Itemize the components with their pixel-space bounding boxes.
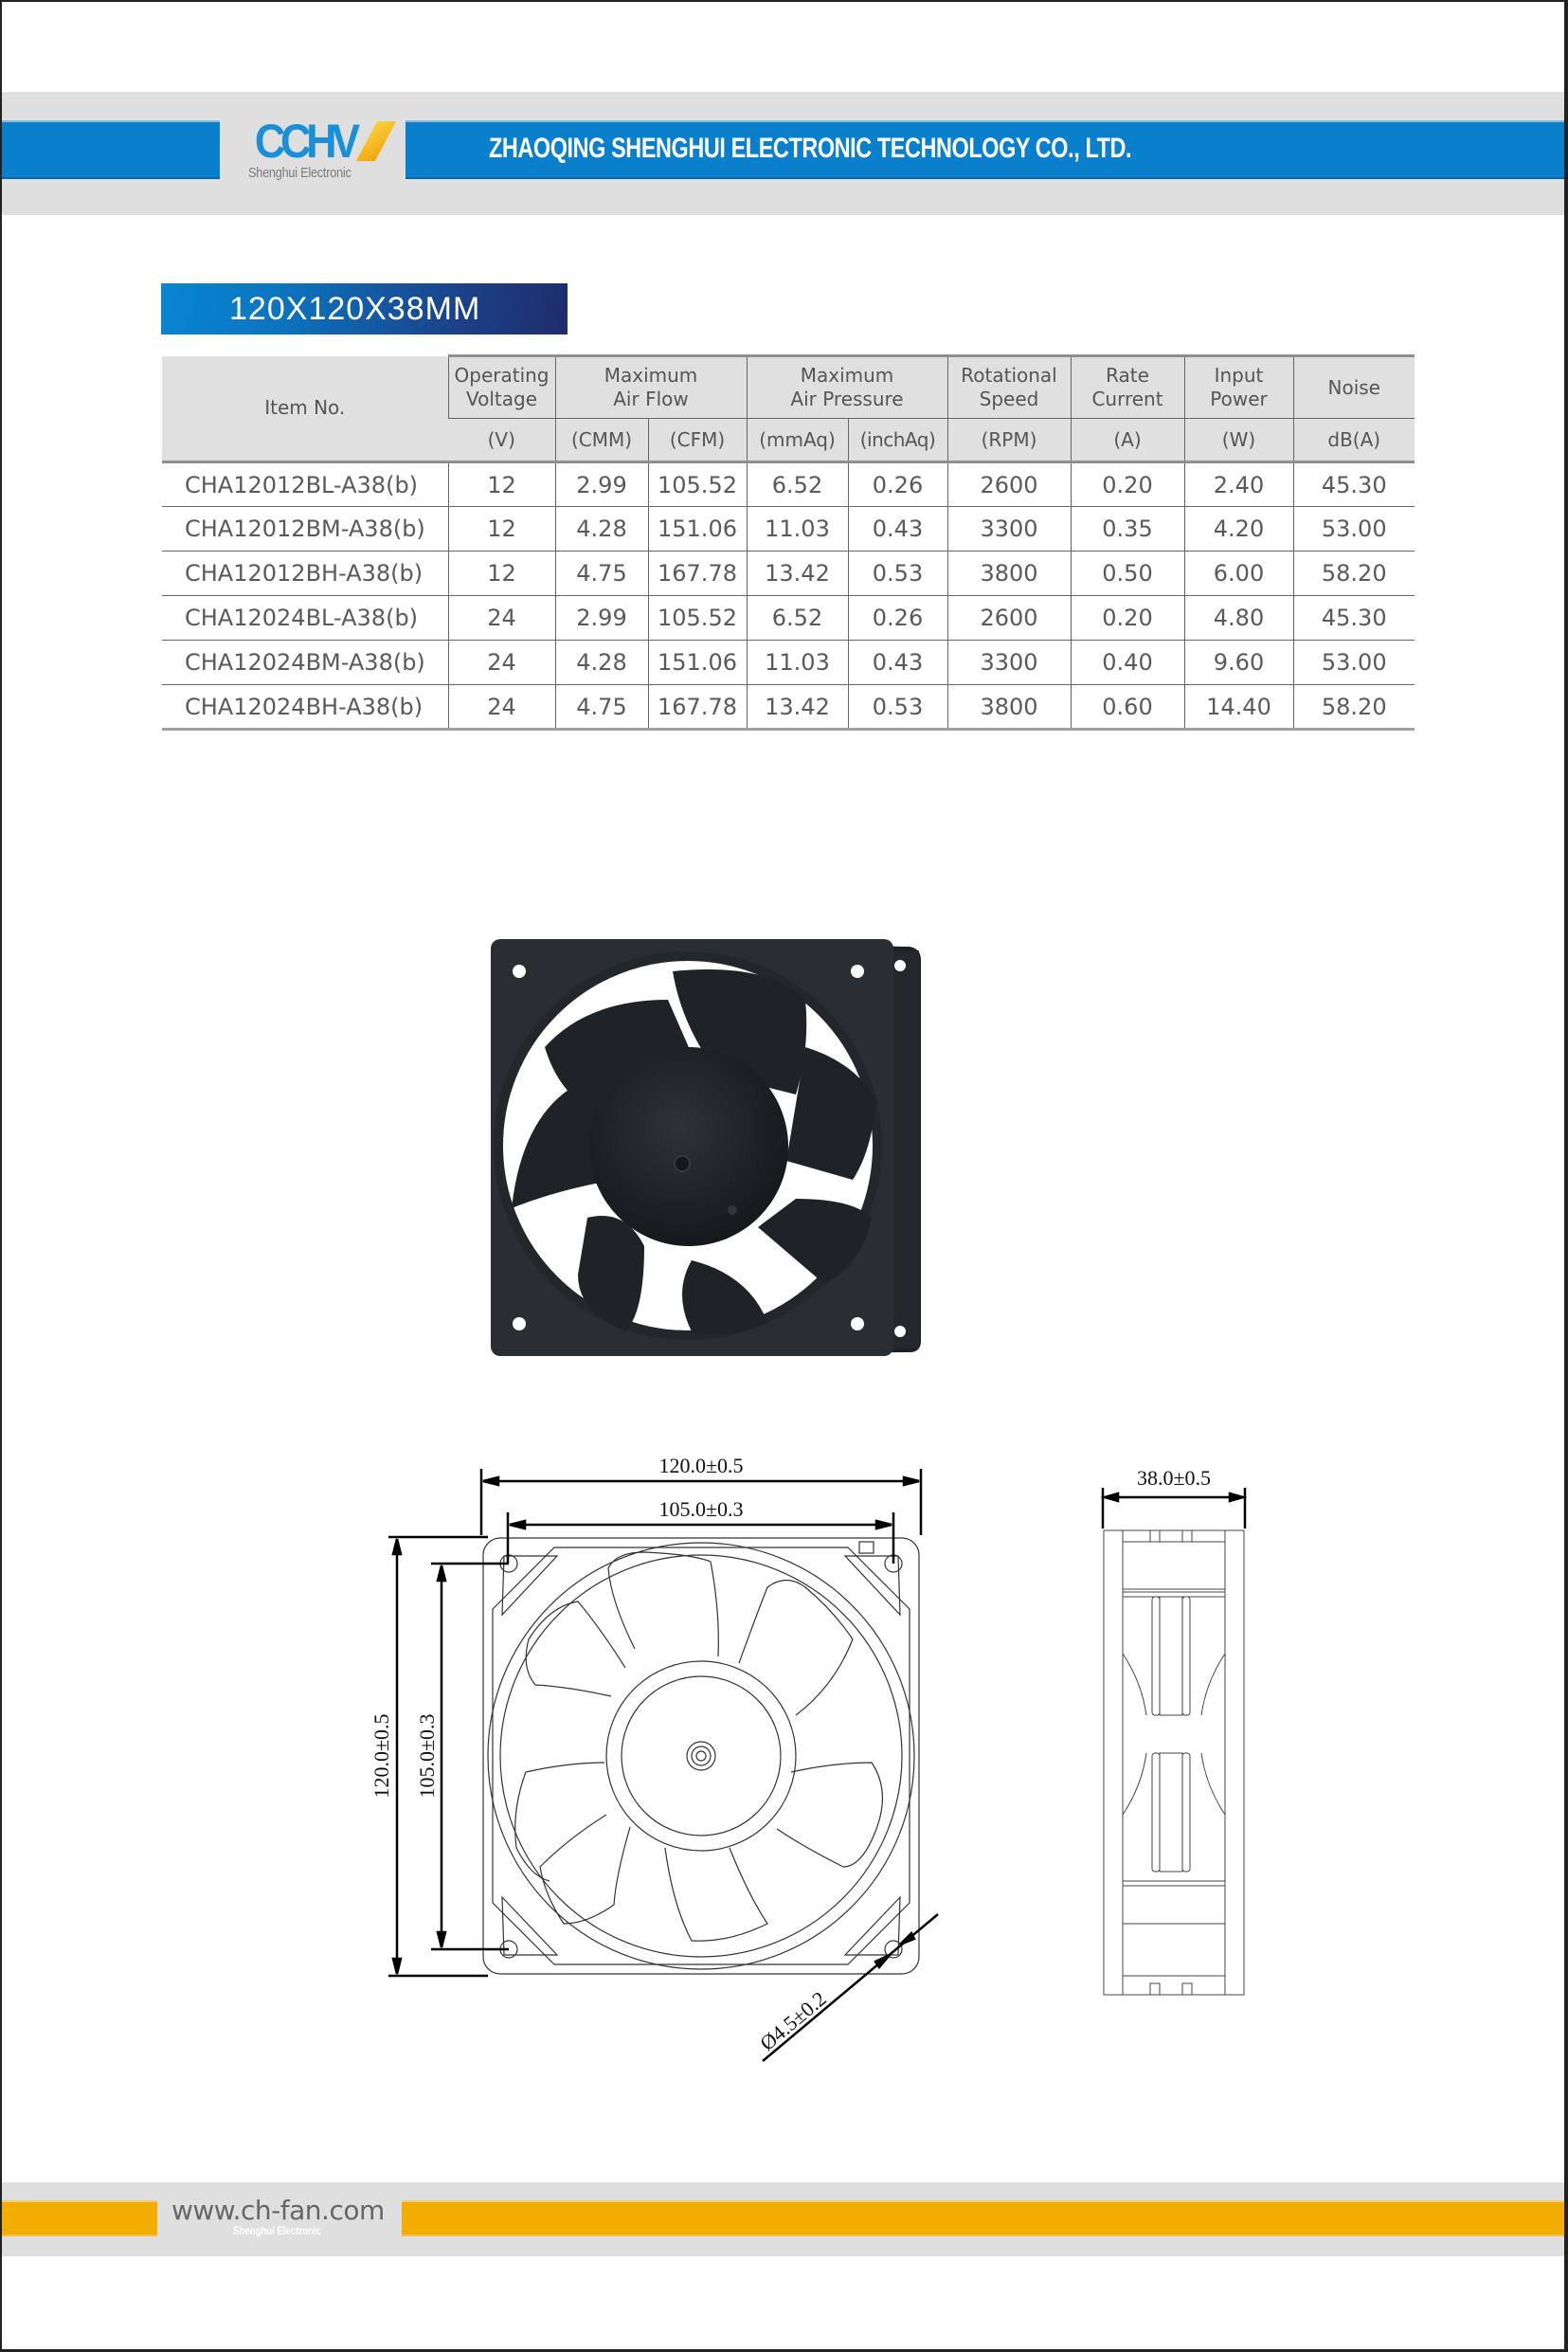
cell-rpm: 2600 (947, 462, 1071, 507)
cell-mmaq: 13.42 (747, 552, 848, 596)
cell-inchaq: 0.43 (848, 641, 947, 685)
unit-rpm: (RPM) (947, 419, 1071, 462)
cell-v: 12 (448, 552, 555, 596)
cell-v: 12 (448, 462, 555, 507)
cell-a: 0.20 (1071, 462, 1184, 507)
cell-db: 58.20 (1293, 685, 1415, 730)
cell-item: CHA12024BM-A38(b) (162, 641, 448, 685)
cell-cfm: 151.06 (648, 507, 747, 552)
dim-depth: 38.0±0.5 (1136, 1466, 1212, 1490)
header-row-titles (162, 356, 1415, 419)
cell-w: 2.40 (1184, 462, 1293, 507)
cell-w: 14.40 (1184, 685, 1293, 730)
size-title-badge (161, 283, 568, 335)
cell-v: 12 (448, 507, 555, 552)
unit-v: (V) (448, 419, 555, 462)
col-header-current: Rate Current (1071, 356, 1184, 419)
cell-inchaq: 0.53 (848, 552, 947, 596)
cell-inchaq: 0.43 (848, 507, 947, 552)
cell-rpm: 3300 (947, 507, 1071, 552)
front-view-drawing (360, 1450, 966, 2085)
cell-inchaq: 0.26 (848, 462, 947, 507)
table-row (162, 462, 1415, 507)
cell-w: 6.00 (1184, 552, 1293, 596)
fan-product-photo (483, 933, 928, 1365)
cell-db: 53.00 (1293, 507, 1415, 552)
side-view-drawing (1090, 1464, 1260, 2004)
cell-rpm: 2600 (947, 596, 1071, 641)
dim-width-outer: 120.0±0.5 (658, 1454, 744, 1477)
cell-inchaq: 0.26 (848, 596, 947, 641)
unit-inchaq: (inchAq) (848, 419, 947, 462)
cell-w: 4.80 (1184, 596, 1293, 641)
cell-item: CHA12024BH-A38(b) (162, 685, 448, 730)
cell-w: 4.20 (1184, 507, 1293, 552)
table-row (162, 641, 1415, 685)
cell-cmm: 2.99 (555, 462, 648, 507)
cell-cmm: 2.99 (555, 596, 648, 641)
footer-subtitle: Shenghui Electronic (233, 2224, 321, 2237)
logo-mark-icon (249, 115, 386, 168)
logo-subtitle: Shenghui Electronic (248, 165, 351, 181)
dim-hole-diameter: Ø4.5±0.2 (755, 1986, 831, 2055)
cell-cmm: 4.28 (555, 641, 648, 685)
cell-cfm: 105.52 (648, 596, 747, 641)
cell-cmm: 4.28 (555, 507, 648, 552)
col-header-voltage: Operating Voltage (448, 356, 555, 419)
cell-item: CHA12012BH-A38(b) (162, 552, 448, 596)
col-header-speed: Rotational Speed (947, 356, 1071, 419)
cell-cfm: 167.78 (648, 552, 747, 596)
cell-mmaq: 6.52 (747, 596, 848, 641)
cell-cmm: 4.75 (555, 552, 648, 596)
cell-rpm: 3800 (947, 685, 1071, 730)
unit-cmm: (CMM) (555, 419, 648, 462)
cell-rpm: 3300 (947, 641, 1071, 685)
cell-a: 0.20 (1071, 596, 1184, 641)
unit-mmaq: (mmAq) (747, 419, 848, 462)
table-row (162, 507, 1415, 552)
table-row (162, 685, 1415, 730)
table-row (162, 552, 1415, 596)
cell-cfm: 151.06 (648, 641, 747, 685)
cell-item: CHA12024BL-A38(b) (162, 596, 448, 641)
cell-inchaq: 0.53 (848, 685, 947, 730)
cell-db: 53.00 (1293, 641, 1415, 685)
cell-cmm: 4.75 (555, 685, 648, 730)
cell-db: 45.30 (1293, 462, 1415, 507)
col-header-airflow: Maximum Air Flow (555, 356, 747, 419)
cell-a: 0.40 (1071, 641, 1184, 685)
cell-a: 0.60 (1071, 685, 1184, 730)
cell-item: CHA12012BM-A38(b) (162, 507, 448, 552)
dim-height-holes: 105.0±0.3 (415, 1713, 439, 1799)
website-link[interactable]: www.ch-fan.com (171, 2195, 385, 2226)
cell-a: 0.35 (1071, 507, 1184, 552)
company-name: ZHAOQING SHENGHUI ELECTRONIC TECHNOLOGY CO., LTD. (489, 133, 1132, 164)
table-row (162, 596, 1415, 641)
dim-height-outer: 120.0±0.5 (369, 1713, 393, 1799)
unit-db: dB(A) (1293, 419, 1415, 462)
logo-text: CCHV (254, 115, 355, 168)
cell-cfm: 167.78 (648, 685, 747, 730)
cell-cfm: 105.52 (648, 462, 747, 507)
cell-mmaq: 11.03 (747, 507, 848, 552)
cell-v: 24 (448, 596, 555, 641)
dim-width-holes: 105.0±0.3 (658, 1497, 744, 1521)
cell-a: 0.50 (1071, 552, 1184, 596)
col-header-item: Item No. (162, 356, 448, 462)
unit-a: (A) (1071, 419, 1184, 462)
cell-db: 58.20 (1293, 552, 1415, 596)
cell-mmaq: 6.52 (747, 462, 848, 507)
cell-rpm: 3800 (947, 552, 1071, 596)
cell-v: 24 (448, 641, 555, 685)
cell-v: 24 (448, 685, 555, 730)
unit-cfm: (CFM) (648, 419, 747, 462)
cell-mmaq: 11.03 (747, 641, 848, 685)
cell-item: CHA12012BL-A38(b) (162, 462, 448, 507)
col-header-noise: Noise (1293, 356, 1415, 419)
size-title: 120X120X38MM (229, 291, 481, 327)
col-header-pressure: Maximum Air Pressure (747, 356, 947, 419)
cell-w: 9.60 (1184, 641, 1293, 685)
unit-w: (W) (1184, 419, 1293, 462)
cell-db: 45.30 (1293, 596, 1415, 641)
spec-table (162, 354, 1415, 731)
cell-mmaq: 13.42 (747, 685, 848, 730)
col-header-power: Input Power (1184, 356, 1293, 419)
